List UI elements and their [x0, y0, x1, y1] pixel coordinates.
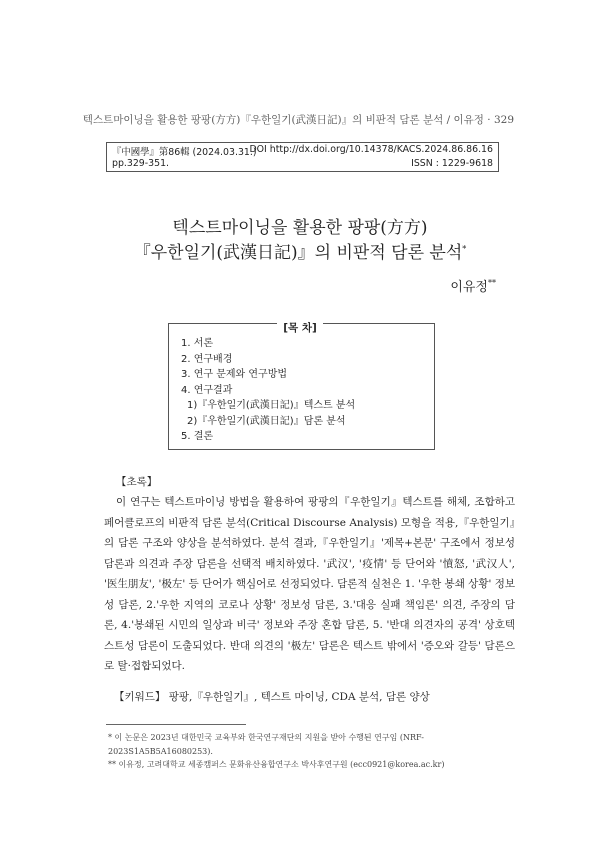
toc-item: 4. 연구결과: [181, 384, 233, 396]
footnote-author: ** 이유정, 고려대학교 세종캠퍼스 문화유산융합연구소 박사후연구원 (ecc0921@korea.ac.kr): [108, 760, 445, 769]
abstract-label: 【초록】: [116, 476, 158, 488]
toc-subitem: 2)『우한일기(武漢日記)』담론 분석: [187, 415, 346, 427]
toc-heading: [목 차]: [0, 316, 600, 335]
paper-title-line2: [0, 238, 600, 263]
footnote-funding: * 이 논문은 2023년 대한민국 교육부와 한국연구재단의 지원을 받아 수행된 연구임 (NRF-2023S1A5B5A16080253).: [108, 733, 424, 756]
doi-link[interactable]: DOI http://dx.doi.org/10.14378/KACS.2024.86.86.16: [249, 144, 493, 155]
keywords: 【키워드】 팡팡,『우한일기』, 텍스트 마이닝, CDA 분석, 담론 양상: [114, 691, 430, 703]
abstract-text: 이 연구는 텍스트마이닝 방법을 활용하여 팡팡의『우한일기』텍스트를 해체, 조합하고 페어클로프의 비판적 담론 분석(Critical Discourse Analysis) 모형을 적용,『우한일기』의 담론 구조와 양상을 분석하였다. 분석 결과,『우한일기』'제목+본문' 구조에서 정보성 담론과 의견과 주장 담론을 선택적 배치하였다. '武汉', '疫情' 등 단어와 '憤怒, '武汉人', '医生朋友', '极左' 등 단어가 핵심어로 선정되었다. 담론적 실천은 1. '우한 봉쇄 상황' 정보성 담론, 2.'우한 지역의 코로나 상황' 정보성 담론, 3.'대응 실패 책임론' 의견, 주장의 담론, 4.'봉쇄된 시민의 일상과 비극' 정보와 주장 혼합 담론, 5. '반대 의견자의 공격' 상호텍스트성 담론이 도출되었다. 반대 의견의 '极左' 담론은 텍스트 밖에서 '증오와 갈등' 담론으로 탈·접합되었다.: [104, 496, 515, 672]
title-text: 『우한일기(武漢日記)』의 비판적 담론 분석: [133, 243, 463, 263]
toc-item: 3. 연구 문제와 연구방법: [181, 369, 288, 380]
toc-subitem: 1)『우한일기(武漢日記)』텍스트 분석: [187, 400, 356, 411]
journal-info-box: [106, 142, 499, 172]
toc-item: 1. 서론: [181, 338, 214, 349]
page-range: pp.329-351.: [112, 158, 170, 169]
paper-title-line1: 텍스트마이닝을 활용한 팡팡(方方): [172, 218, 428, 238]
toc-item: 2. 연구배경: [181, 353, 233, 365]
title-footnote-mark: *: [462, 244, 467, 254]
author: [450, 276, 496, 295]
author-footnote-mark: **: [488, 278, 496, 288]
author-name: 이유정: [450, 280, 488, 295]
toc-list: [181, 336, 355, 445]
toc-item: 5. 결론: [181, 431, 214, 442]
issn: ISSN : 1229-9618: [411, 158, 493, 169]
running-head: 텍스트마이닝을 활용한 팡팡(方方)『우한일기(武漢日記)』의 비판적 담론 분석 / 이유정 · 329: [82, 114, 514, 126]
journal-issue: 『中國學』第86輯 (2024.03.31.): [112, 147, 257, 158]
footnote-divider: [106, 724, 246, 725]
